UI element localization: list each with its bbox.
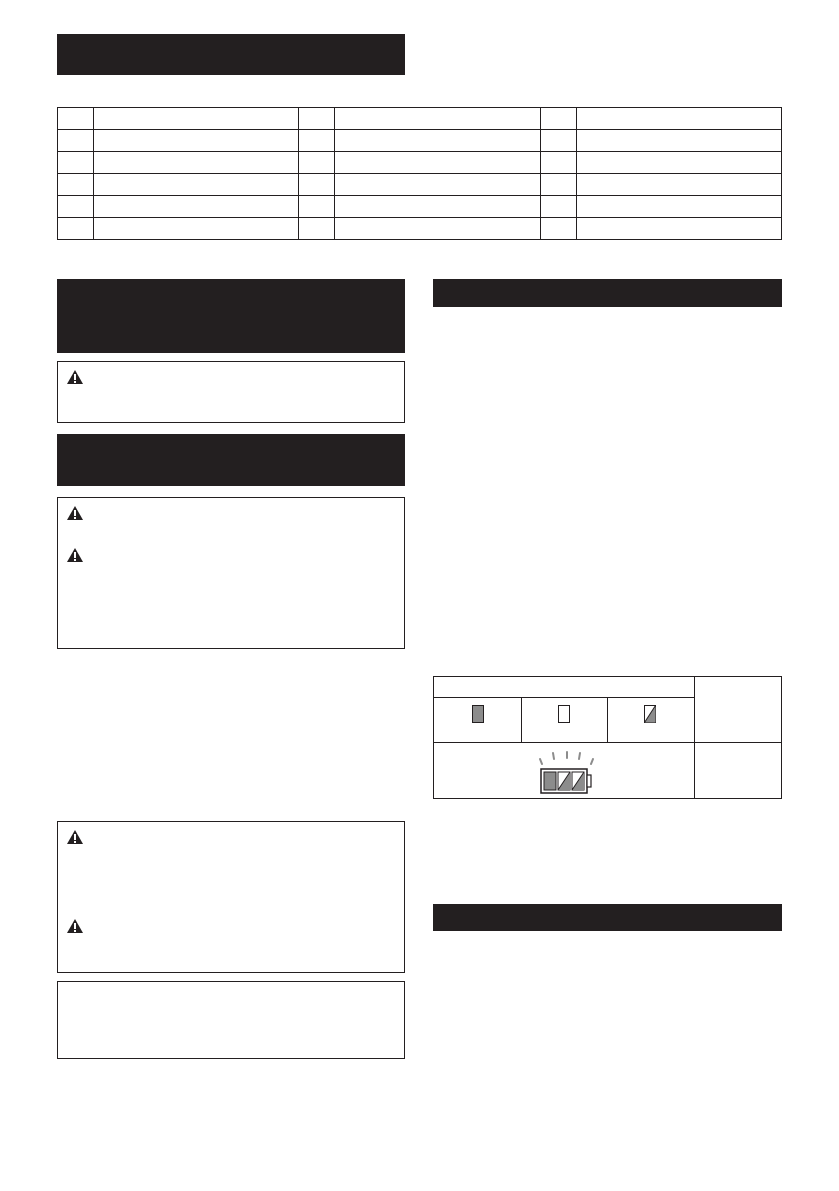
part-number-cell	[540, 130, 576, 152]
warning-icon	[66, 918, 84, 934]
parts-table	[57, 107, 782, 240]
part-number-cell	[540, 152, 576, 174]
part-name-cell	[576, 108, 781, 130]
part-name-cell	[335, 152, 540, 174]
part-number-cell	[58, 174, 94, 196]
warning-icon	[66, 505, 84, 521]
part-number-cell	[540, 174, 576, 196]
table-row	[58, 174, 782, 196]
warning-icon	[66, 547, 84, 563]
battery-low-blinking-icon	[536, 749, 596, 795]
warning-box-3	[57, 821, 405, 973]
lamp-off-icon	[558, 705, 570, 723]
part-number-cell	[299, 174, 335, 196]
part-number-cell	[299, 218, 335, 240]
part-number-cell	[299, 130, 335, 152]
part-name-cell	[335, 108, 540, 130]
part-name-cell	[335, 218, 540, 240]
section-heading-left-1	[57, 279, 405, 353]
lamp-lit-icon	[472, 705, 484, 723]
part-number-cell	[540, 218, 576, 240]
part-number-cell	[299, 108, 335, 130]
part-number-cell	[299, 152, 335, 174]
part-number-cell	[58, 130, 94, 152]
part-number-cell	[540, 108, 576, 130]
table-row	[58, 108, 782, 130]
part-name-cell	[576, 196, 781, 218]
part-name-cell	[94, 152, 299, 174]
warning-box-2	[57, 497, 405, 649]
warning-icon	[66, 369, 84, 385]
part-name-cell	[94, 130, 299, 152]
table-row	[58, 218, 782, 240]
part-name-cell	[335, 196, 540, 218]
table-row	[58, 130, 782, 152]
part-name-cell	[576, 152, 781, 174]
part-name-cell	[94, 196, 299, 218]
part-number-cell	[58, 108, 94, 130]
section-heading-left-2	[57, 434, 405, 486]
section-heading-top	[57, 34, 405, 75]
part-number-cell	[58, 152, 94, 174]
table-row	[58, 196, 782, 218]
part-name-cell	[576, 218, 781, 240]
part-number-cell	[58, 218, 94, 240]
part-number-cell	[58, 196, 94, 218]
part-number-cell	[299, 196, 335, 218]
section-heading-right-1	[433, 279, 782, 307]
note-box	[57, 981, 405, 1059]
warning-box-1	[57, 361, 405, 423]
section-heading-right-2	[433, 904, 782, 931]
lamp-blinking-icon	[644, 705, 656, 723]
warning-icon	[66, 829, 84, 845]
part-name-cell	[94, 218, 299, 240]
part-name-cell	[335, 174, 540, 196]
part-name-cell	[576, 174, 781, 196]
indicator-lamp-table	[433, 676, 782, 799]
part-name-cell	[335, 130, 540, 152]
table-row	[58, 152, 782, 174]
part-name-cell	[576, 130, 781, 152]
part-name-cell	[94, 174, 299, 196]
part-number-cell	[540, 196, 576, 218]
part-name-cell	[94, 108, 299, 130]
